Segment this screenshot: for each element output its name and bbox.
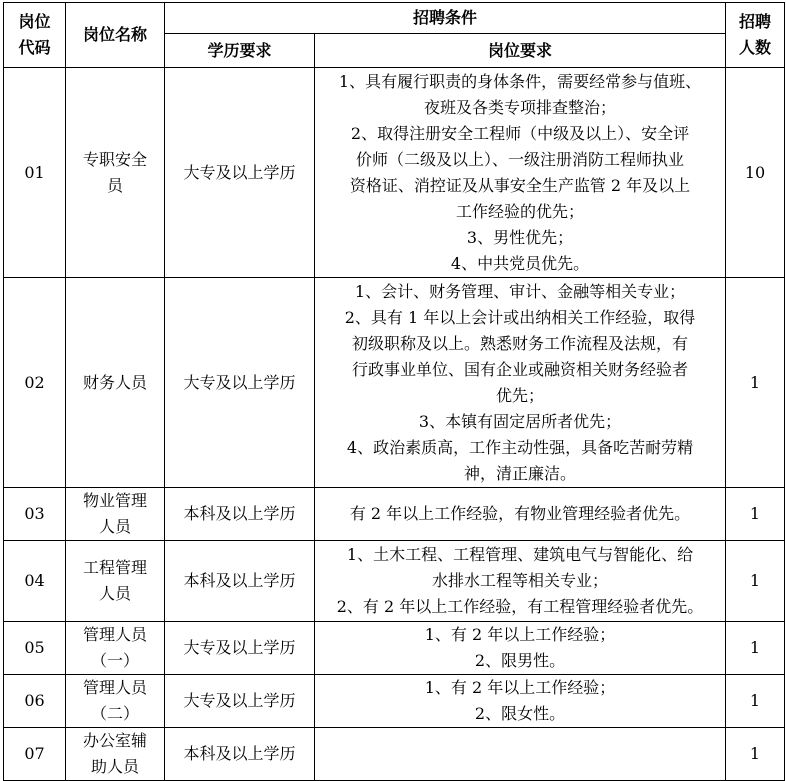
requirement-line: 3、男性优先； <box>466 227 574 247</box>
requirement-line: 4、政治素质高，工作主动性强，具备吃苦耐劳精 <box>346 437 694 457</box>
position-code-cell: 01 <box>4 68 66 278</box>
position-name-line: 专职安全 <box>82 149 147 169</box>
position-code-cell: 02 <box>4 278 66 488</box>
education-cell: 本科及以上学历 <box>165 728 315 781</box>
recruit-count-cell: 10 <box>726 68 785 278</box>
requirement-line: 4、中共党员优先。 <box>450 253 590 273</box>
position-name-line: 物业管理 <box>82 491 147 510</box>
recruit-count-cell: 1 <box>726 541 785 622</box>
education-cell: 本科及以上学历 <box>165 541 315 622</box>
table-row <box>4 728 785 781</box>
requirement-cell <box>315 278 726 488</box>
requirement-line: 1、有 2 年以上工作经验； <box>424 625 616 644</box>
requirement-line: 1、会计、财务管理、审计、金融等相关专业； <box>354 281 686 301</box>
recruit-count-cell: 1 <box>726 675 785 728</box>
recruit-count-cell: 1 <box>726 488 785 541</box>
requirement-cell <box>315 68 726 278</box>
position-name-cell <box>66 278 165 488</box>
position-code-cell: 07 <box>4 728 66 781</box>
position-name-line: 工程管理 <box>82 558 147 577</box>
position-name-cell <box>66 675 165 728</box>
table-row <box>4 68 785 278</box>
header-education: 学历要求 <box>165 34 315 68</box>
requirement-line: 1、具有履行职责的身体条件，需要经常参与值班、 <box>338 71 702 91</box>
education-cell: 大专及以上学历 <box>165 278 315 488</box>
requirement-line: 优先； <box>496 385 545 405</box>
header-count-line-2: 人数 <box>739 38 772 57</box>
position-code-cell: 03 <box>4 488 66 541</box>
requirement-cell <box>315 541 726 622</box>
position-name-line: （二） <box>90 704 139 723</box>
education-cell: 本科及以上学历 <box>165 488 315 541</box>
education-cell: 大专及以上学历 <box>165 622 315 675</box>
requirement-line: 水排水工程等相关专业； <box>432 571 609 590</box>
table-body <box>4 68 785 781</box>
position-name-line: 人员 <box>98 584 131 603</box>
requirement-line: 2、限女性。 <box>474 704 566 723</box>
requirement-cell <box>315 622 726 675</box>
header-recruit-count <box>726 3 785 68</box>
education-cell: 大专及以上学历 <box>165 675 315 728</box>
position-name-line: 人员 <box>98 517 131 536</box>
position-name-line: 管理人员 <box>82 678 147 697</box>
position-name-line: （一） <box>90 651 139 670</box>
header-code-line-1: 岗位 <box>18 12 51 31</box>
table-row <box>4 278 785 488</box>
requirement-line: 神，清正廉洁。 <box>464 463 577 483</box>
requirement-line: 3、本镇有固定居所者优先； <box>418 411 622 431</box>
table-row <box>4 675 785 728</box>
requirement-line: 夜班及各类专项排查整治； <box>424 97 617 117</box>
header-requirement: 岗位要求 <box>315 34 726 68</box>
position-name-cell <box>66 541 165 622</box>
header-code-line-2: 代码 <box>18 38 51 57</box>
requirement-cell <box>315 728 726 781</box>
requirement-line: 有 2 年以上工作经验，有物业管理经验者优先。 <box>349 504 691 523</box>
recruitment-table <box>3 2 785 781</box>
position-name-cell <box>66 622 165 675</box>
requirement-line: 价师（二级及以上）、一级注册消防工程师执业 <box>356 149 685 169</box>
table-header <box>4 3 785 68</box>
recruit-count-cell: 1 <box>726 622 785 675</box>
requirement-line: 2、有 2 年以上工作经验，有工程管理经验者优先。 <box>336 597 704 616</box>
requirement-line: 1、土木工程、工程管理、建筑电气与智能化、给 <box>346 545 694 564</box>
header-count-line-1: 招聘 <box>739 12 772 31</box>
position-code-cell: 04 <box>4 541 66 622</box>
header-position-code <box>4 3 66 68</box>
position-name-line: 财务人员 <box>82 372 147 392</box>
recruit-count-cell: 1 <box>726 728 785 781</box>
header-recruit-conditions: 招聘条件 <box>165 3 726 34</box>
requirement-line: 行政事业单位、国有企业或融资相关财务经验者 <box>352 359 689 379</box>
education-cell: 大专及以上学历 <box>165 68 315 278</box>
position-name-line: 助人员 <box>90 757 139 776</box>
position-name-cell <box>66 488 165 541</box>
requirement-line: 资格证、消控证及从事安全生产监管 2 年及以上 <box>349 175 691 195</box>
recruit-count-cell: 1 <box>726 278 785 488</box>
requirement-line: 2、取得注册安全工程师（中级及以上）、安全评 <box>350 123 690 143</box>
requirement-cell <box>315 488 726 541</box>
requirement-cell <box>315 675 726 728</box>
position-name-line: 办公室辅 <box>82 731 147 750</box>
position-code-cell: 06 <box>4 675 66 728</box>
requirement-line: 初级职称及以上。熟悉财务工作流程及法规，有 <box>352 333 689 353</box>
table-row <box>4 541 785 622</box>
position-name-cell <box>66 728 165 781</box>
requirement-line: 2、限男性。 <box>474 651 566 670</box>
requirement-line: 工作经验的优先； <box>456 201 585 221</box>
table-row <box>4 488 785 541</box>
header-position-name: 岗位名称 <box>66 3 165 68</box>
position-code-cell: 05 <box>4 622 66 675</box>
position-name-line: 管理人员 <box>82 625 147 644</box>
requirement-line: 2、具有 1 年以上会计或出纳相关工作经验，取得 <box>344 307 696 327</box>
position-name-line: 员 <box>106 175 123 195</box>
table-row <box>4 622 785 675</box>
position-name-cell <box>66 68 165 278</box>
requirement-line: 1、有 2 年以上工作经验； <box>424 678 616 697</box>
